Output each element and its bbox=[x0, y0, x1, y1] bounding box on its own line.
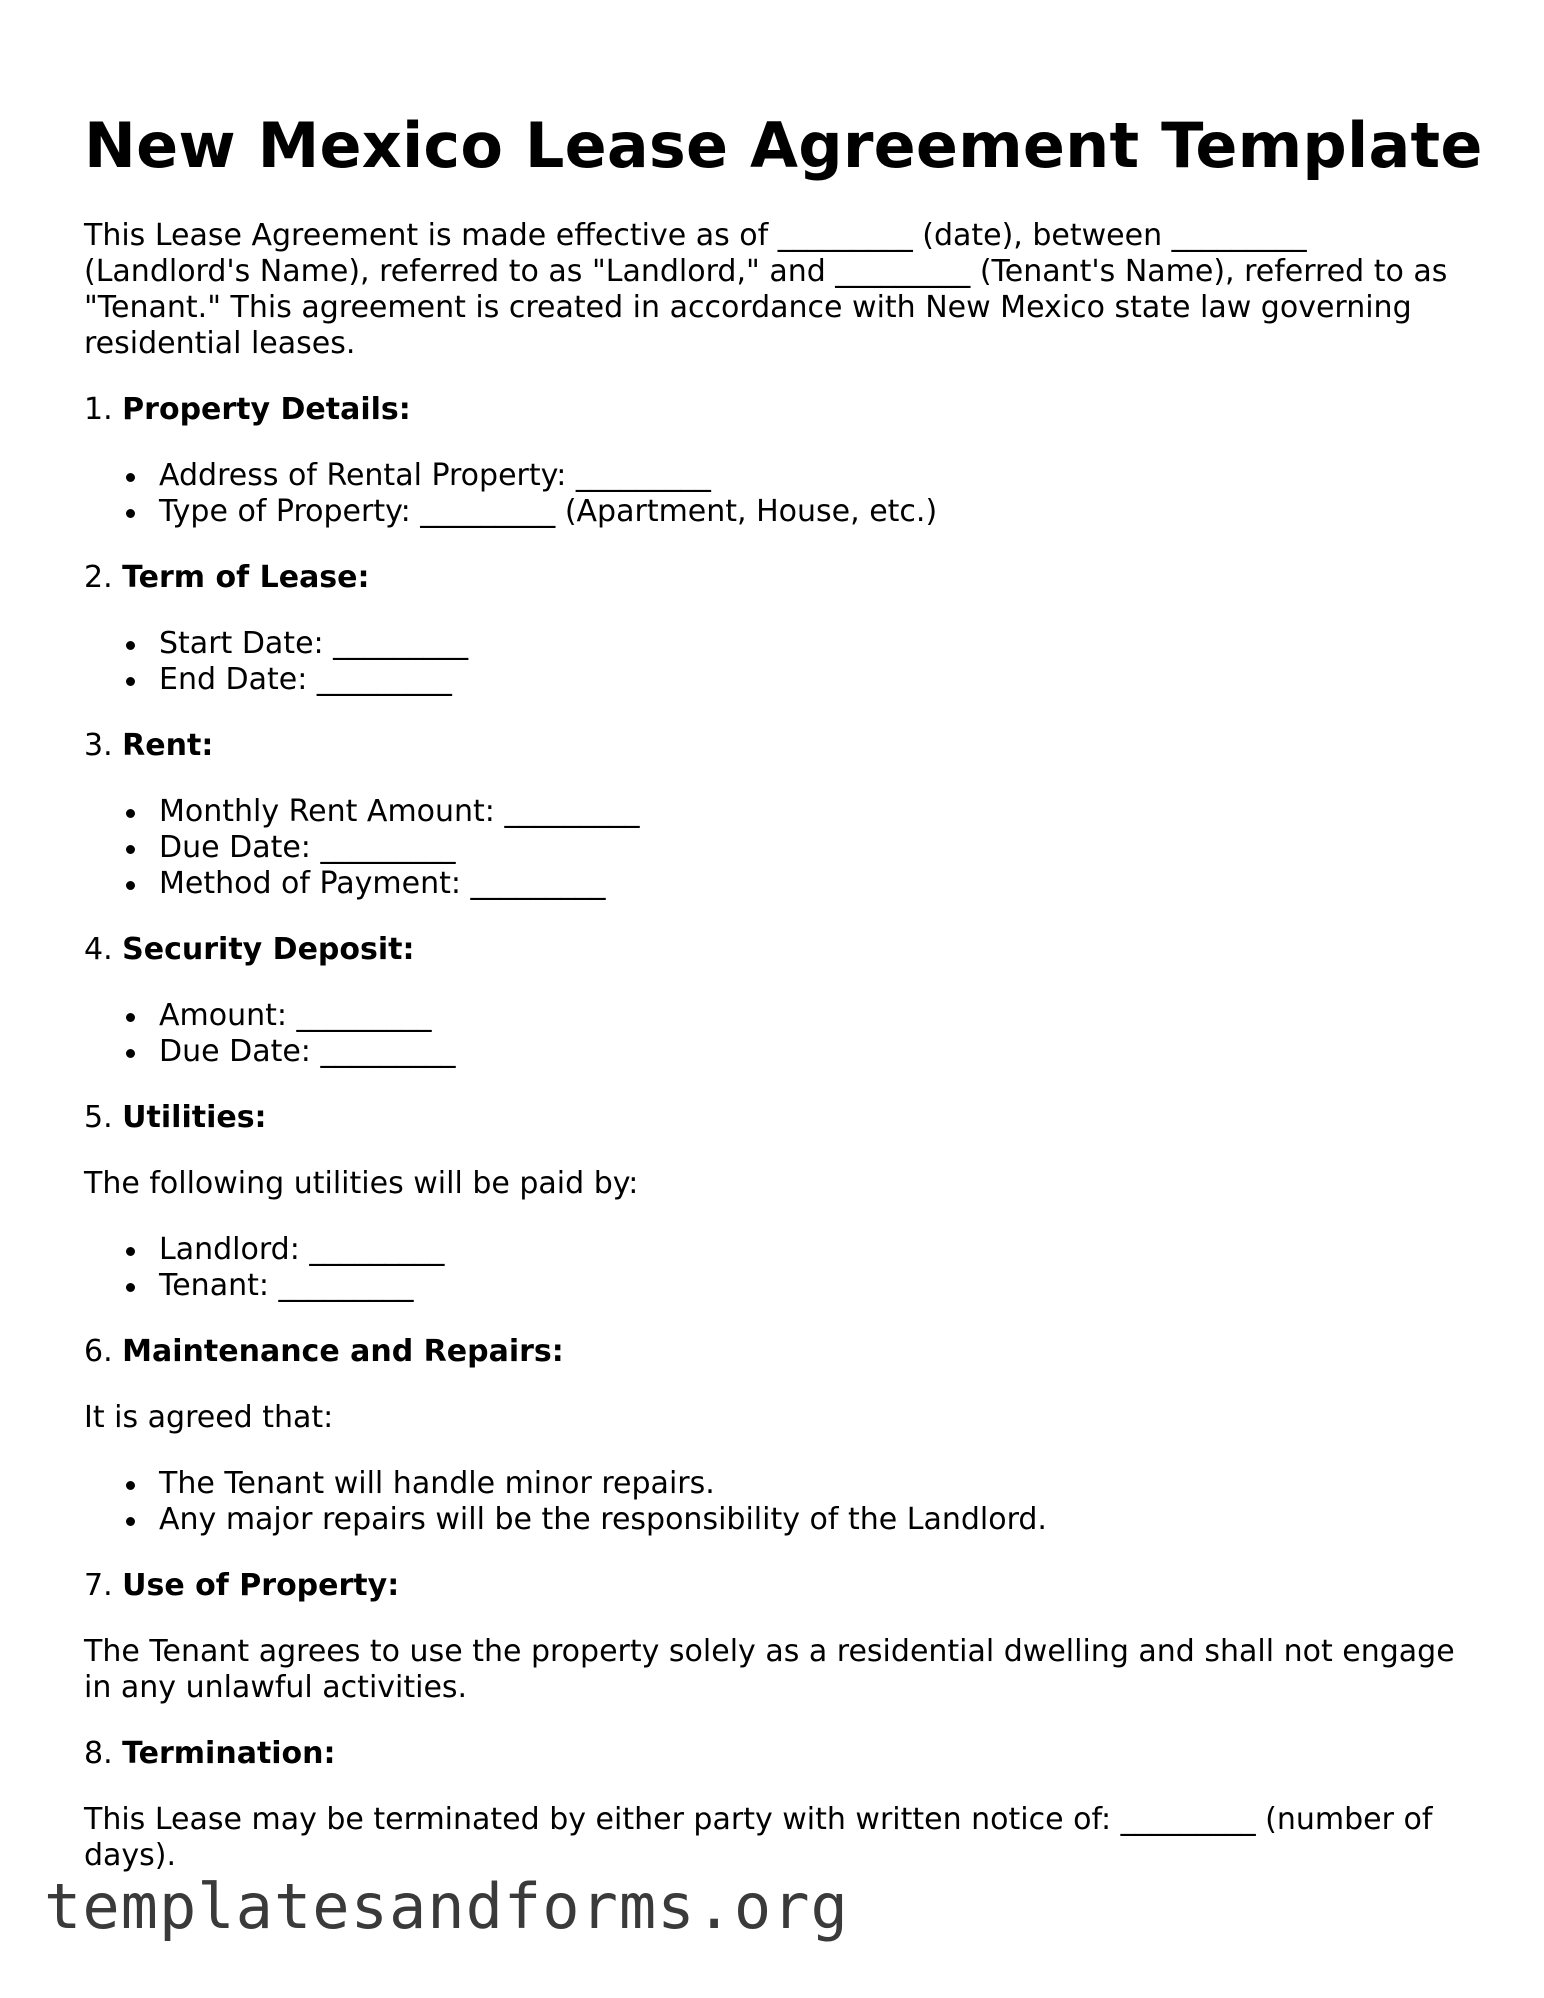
section-number: 6. bbox=[84, 1334, 113, 1369]
section-number: 4. bbox=[84, 932, 113, 967]
section-title: Security Deposit: bbox=[122, 932, 415, 967]
term-of-lease-list bbox=[84, 626, 1464, 698]
section-number: 3. bbox=[84, 728, 113, 763]
section-heading-security-deposit bbox=[84, 932, 1464, 968]
section-title: Rent: bbox=[122, 728, 214, 763]
section-title: Term of Lease: bbox=[122, 560, 370, 595]
section-title: Maintenance and Repairs: bbox=[122, 1334, 564, 1369]
list-item: Address of Rental Property: _________ bbox=[159, 458, 1464, 494]
list-item: End Date: _________ bbox=[159, 662, 1464, 698]
intro-paragraph: This Lease Agreement is made effective as of _________ (date), between _________ (Landlord's Name), referred to as "Landlord," and _________ (Tenant's Name), referred to as "Tenant." This agreement is created in accordance with New Mexico state law governing residential leases. bbox=[84, 218, 1448, 361]
section-heading-utilities bbox=[84, 1100, 1464, 1136]
section-title: Property Details: bbox=[122, 392, 411, 427]
document-page bbox=[84, 0, 1483, 1874]
property-details-list bbox=[84, 458, 1464, 530]
section-heading-rent bbox=[84, 728, 1464, 764]
termination-text: This Lease may be terminated by either party with written notice of: _________ (number of days). bbox=[84, 1802, 1433, 1873]
watermark: templatesandforms.org bbox=[44, 1870, 849, 1943]
utilities-text: The following utilities will be paid by: bbox=[84, 1166, 639, 1201]
section-title: Termination: bbox=[122, 1736, 336, 1771]
list-item: Method of Payment: _________ bbox=[159, 866, 1464, 902]
section-number: 1. bbox=[84, 392, 113, 427]
section-number: 2. bbox=[84, 560, 113, 595]
list-item: Tenant: _________ bbox=[159, 1268, 1464, 1304]
list-item: Due Date: _________ bbox=[159, 830, 1464, 866]
section-title: Use of Property: bbox=[122, 1568, 400, 1603]
list-item: Start Date: _________ bbox=[159, 626, 1464, 662]
list-item: Type of Property: _________ (Apartment, House, etc.) bbox=[159, 494, 1464, 530]
list-item: Any major repairs will be the responsibility of the Landlord. bbox=[159, 1502, 1464, 1538]
list-item: Monthly Rent Amount: _________ bbox=[159, 794, 1464, 830]
utilities-list bbox=[84, 1232, 1464, 1304]
list-item: Amount: _________ bbox=[159, 998, 1464, 1034]
section-heading-term-of-lease bbox=[84, 560, 1464, 596]
maintenance-text: It is agreed that: bbox=[84, 1400, 334, 1435]
document-title: New Mexico Lease Agreement Template bbox=[84, 109, 1483, 182]
use-of-property-text: The Tenant agrees to use the property solely as a residential dwelling and shall not engage in any unlawful activities. bbox=[84, 1634, 1455, 1705]
section-title: Utilities: bbox=[122, 1100, 267, 1135]
list-item: Due Date: _________ bbox=[159, 1034, 1464, 1070]
section-heading-use-of-property bbox=[84, 1568, 1464, 1604]
list-item: The Tenant will handle minor repairs. bbox=[159, 1466, 1464, 1502]
list-item: Landlord: _________ bbox=[159, 1232, 1464, 1268]
section-number: 8. bbox=[84, 1736, 113, 1771]
section-heading-maintenance bbox=[84, 1334, 1464, 1370]
section-number: 7. bbox=[84, 1568, 113, 1603]
section-heading-termination bbox=[84, 1736, 1464, 1772]
maintenance-list bbox=[84, 1466, 1464, 1538]
security-deposit-list bbox=[84, 998, 1464, 1070]
section-heading-property-details bbox=[84, 392, 1464, 428]
rent-list bbox=[84, 794, 1464, 902]
section-number: 5. bbox=[84, 1100, 113, 1135]
